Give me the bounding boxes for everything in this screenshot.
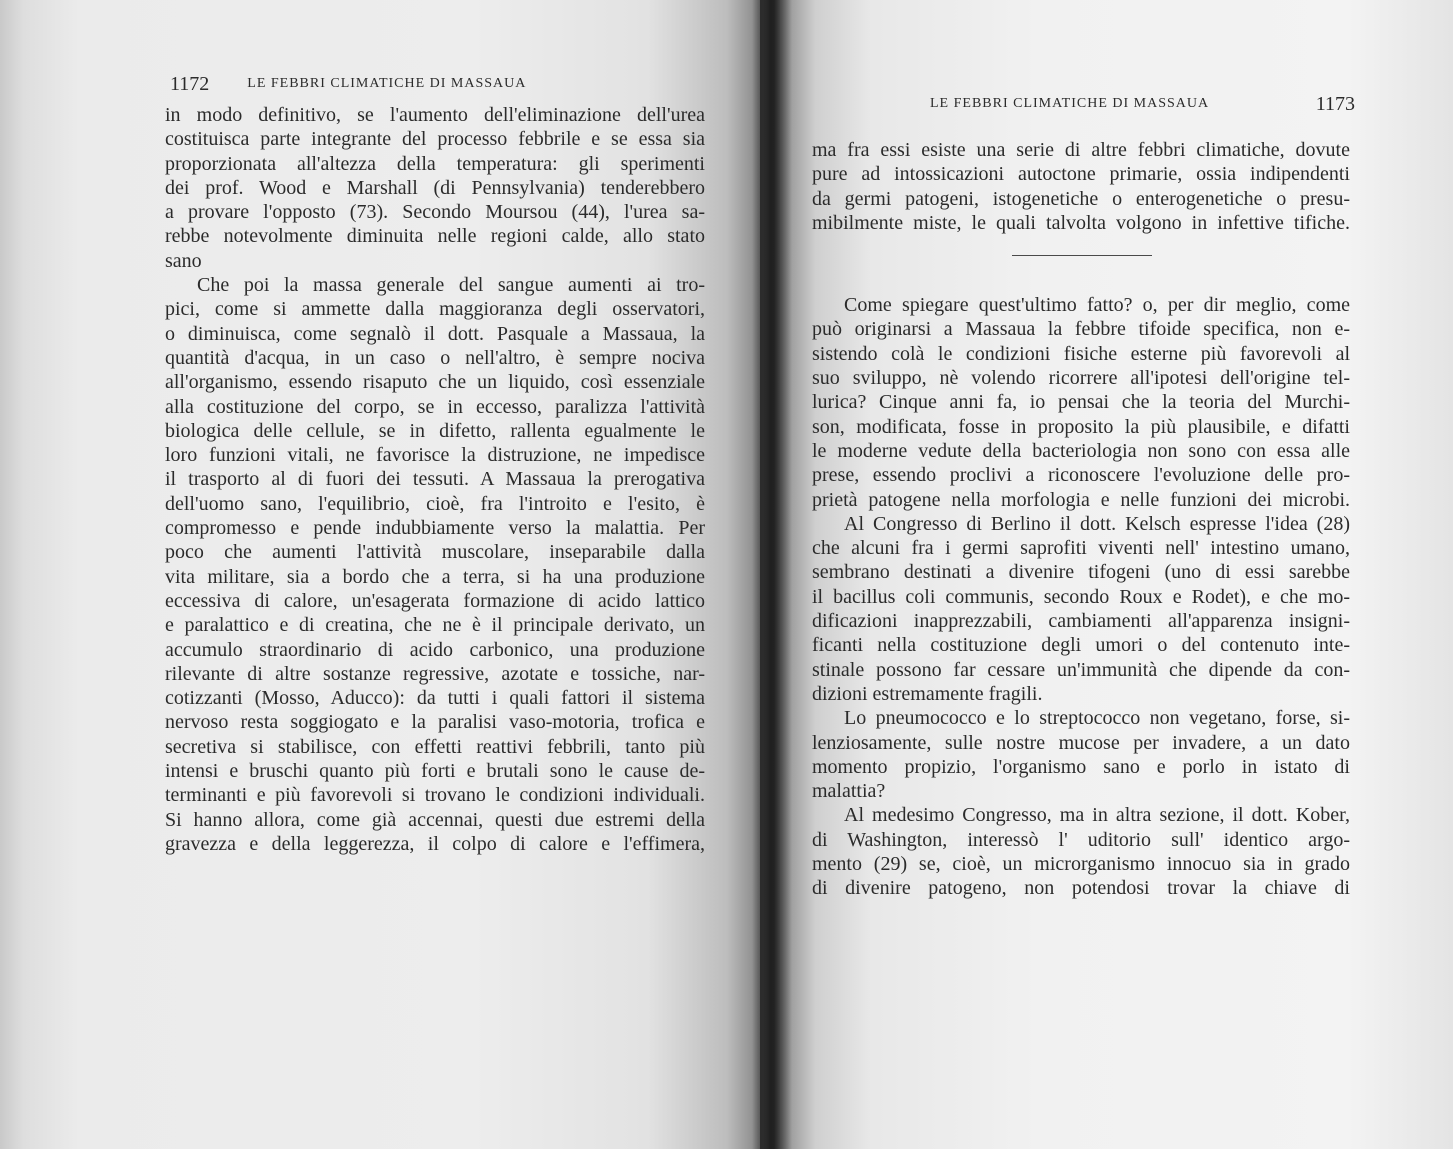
text-line: son, modificata, fosse in proposito la più plausibile, e difatti [812,415,1350,438]
text-line: che alcuni fra i germi saprofiti viventi nell' intestino umano, [812,537,1350,560]
text-line: Come spiegare quest'ultimo fatto? o, per dir meglio, come [844,294,1350,317]
right-running-head [930,92,1355,116]
text-line: proporzionata all'altezza della temperatura: gli sperimenti [165,152,705,175]
text-line: Che poi la massa generale del sangue aumenti ai tro- [197,274,705,297]
text-line: può originarsi a Massaua la febbre tifoide specifica, non e- [812,318,1350,341]
text-line: momento propizio, l'organismo sano e porlo in istato di [812,755,1350,778]
text-line: sano [165,249,202,272]
text-line: gravezza e della leggerezza, il colpo di calore e l'effimera, [165,832,705,855]
text-line: dificazioni inapprezzabili, cambiamenti all'apparenza insigni- [812,610,1350,633]
text-line: nervoso resta soggiogato e la paralisi vaso-motoria, trofica e [165,711,705,734]
text-line: Al Congresso di Berlino il dott. Kelsch espresse l'idea (28) [844,512,1350,535]
text-line: rilevante di altre sostanze regressive, azotate e tossiche, nar- [165,662,705,685]
text-line: in modo definitivo, se l'aumento dell'eliminazione dell'urea [165,104,705,126]
text-line: ma fra essi esiste una serie di altre febbri climatiche, dovute [812,139,1350,161]
book-gutter-shadow [752,0,792,1149]
text-line: accumulo straordinario di acido carbonico, una produzione [165,638,705,661]
text-line: di divenire patogeno, non potendosi trovar la chiave di [812,877,1350,900]
text-line: costituisca parte integrante del processo febbrile e se essa sia [165,128,705,151]
left-page-number: 1172 [170,72,210,95]
text-line: alla costituzione del corpo, se in eccesso, paralizza l'attività [165,395,705,418]
text-line: suo sviluppo, nè volendo ricorrere all'ipotesi dell'origine tel- [812,367,1350,390]
text-line: a provare l'opposto (73). Secondo Moursou (44), l'urea sa- [165,201,705,224]
text-line: terminanti e più favorevoli si trovano le condizioni individuali. [165,784,705,807]
text-line: cotizzanti (Mosso, Aducco): da tutti i quali fattori il sistema [165,687,705,710]
text-line: mento (29) se, cioè, un microrganismo innocuo sia in grado [812,853,1350,876]
text-line: Lo pneumococco e lo streptococco non vegetano, forse, si- [844,707,1350,730]
right-page-text [812,138,1350,901]
text-line: compromesso e pende indubbiamente verso la malattia. Per [165,517,705,540]
text-line: stinale possono far cessare un'immunità che dipende da con- [812,658,1350,681]
right-running-title: LE FEBBRI CLIMATICHE DI MASSAUA [930,96,1210,111]
text-line: Al medesimo Congresso, ma in altra sezione, il dott. Kober, [844,804,1350,827]
left-page-text [165,103,705,856]
right-page-number: 1173 [1315,92,1355,115]
text-line: pure ad intossicazioni autoctone primarie, ossia indipendenti [812,163,1350,186]
text-line: prese, essendo proclivi a riconoscere l'evoluzione delle pro- [812,464,1350,487]
text-line: ficanti nella costituzione degli umori o del contenuto inte- [812,634,1350,657]
text-line: il trasporto al di fuori dei tessuti. A Massaua la prerogativa [165,468,705,491]
text-line: dell'uomo sano, l'equilibrio, cioè, fra l'introito e l'esito, è [165,492,705,515]
text-line: il bacillus coli communis, secondo Roux e Rodet), e che mo- [812,585,1350,608]
text-line: dizioni estremamente fragili. [812,682,1043,705]
text-line: malattia? [812,780,886,803]
section-divider [812,235,1350,293]
text-line: da germi patogeni, istogenetiche o enterogenetiche o presu- [812,187,1350,210]
text-line: lurica? Cinque anni fa, io pensai che la teoria del Murchi- [812,391,1350,414]
text-line: Si hanno allora, come già accennai, questi due estremi della [165,808,705,831]
text-line: sembrano destinati a divenire tifogeni (uno di essi sarebbe [812,561,1350,584]
text-line: biologica delle cellule, se in difetto, rallenta egualmente le [165,419,705,442]
text-line: o diminuisca, come segnalò il dott. Pasquale a Massaua, la [165,322,705,345]
text-line: sistendo colà le condizioni fisiche esterne più favorevoli al [812,342,1350,365]
text-line: pici, come si ammette dalla maggioranza degli osservatori, [165,298,705,321]
text-line: all'organismo, essendo risaputo che un liquido, così essenziale [165,371,705,394]
text-line: secretiva si stabilisce, con effetti reattivi febbrili, tanto più [165,735,705,758]
left-running-title: LE FEBBRI CLIMATICHE DI MASSAUA [247,76,527,91]
text-line: vita militare, sia a bordo che a terra, si ha una produzione [165,565,705,588]
text-line: le moderne vedute della bacteriologia non sono con essa alle [812,439,1350,462]
text-line: lenziosamente, sulle nostre mucose per invadere, a un dato [812,731,1350,754]
text-line: loro funzioni vitali, ne favorisce la distruzione, ne impedisce [165,444,705,467]
text-line: prietà patogene nella morfologia e nelle funzioni dei microbi. [812,488,1350,511]
text-line: e paralattico e di creatina, che ne è il principale derivato, un [165,614,705,637]
left-running-head [170,72,610,96]
text-line: quantità d'acqua, in un caso o nell'altro, è sempre nociva [165,346,705,369]
text-line: intensi e bruschi quanto più forti e brutali sono le cause de- [165,760,705,783]
text-line: dei prof. Wood e Marshall (di Pennsylvania) tenderebbero [165,176,705,199]
divider-rule [1012,255,1152,256]
text-line: mibilmente miste, le quali talvolta volgono in infettive tifiche. [812,211,1350,234]
text-line: poco che aumenti l'attività muscolare, inseparabile dalla [165,541,705,564]
text-line: di Washington, interessò l' uditorio sull' identico argo- [812,828,1350,851]
text-line: rebbe notevolmente diminuita nelle regioni calde, allo stato [165,225,705,248]
text-line: eccessiva di calore, un'esagerata formazione di acido lattico [165,589,705,612]
